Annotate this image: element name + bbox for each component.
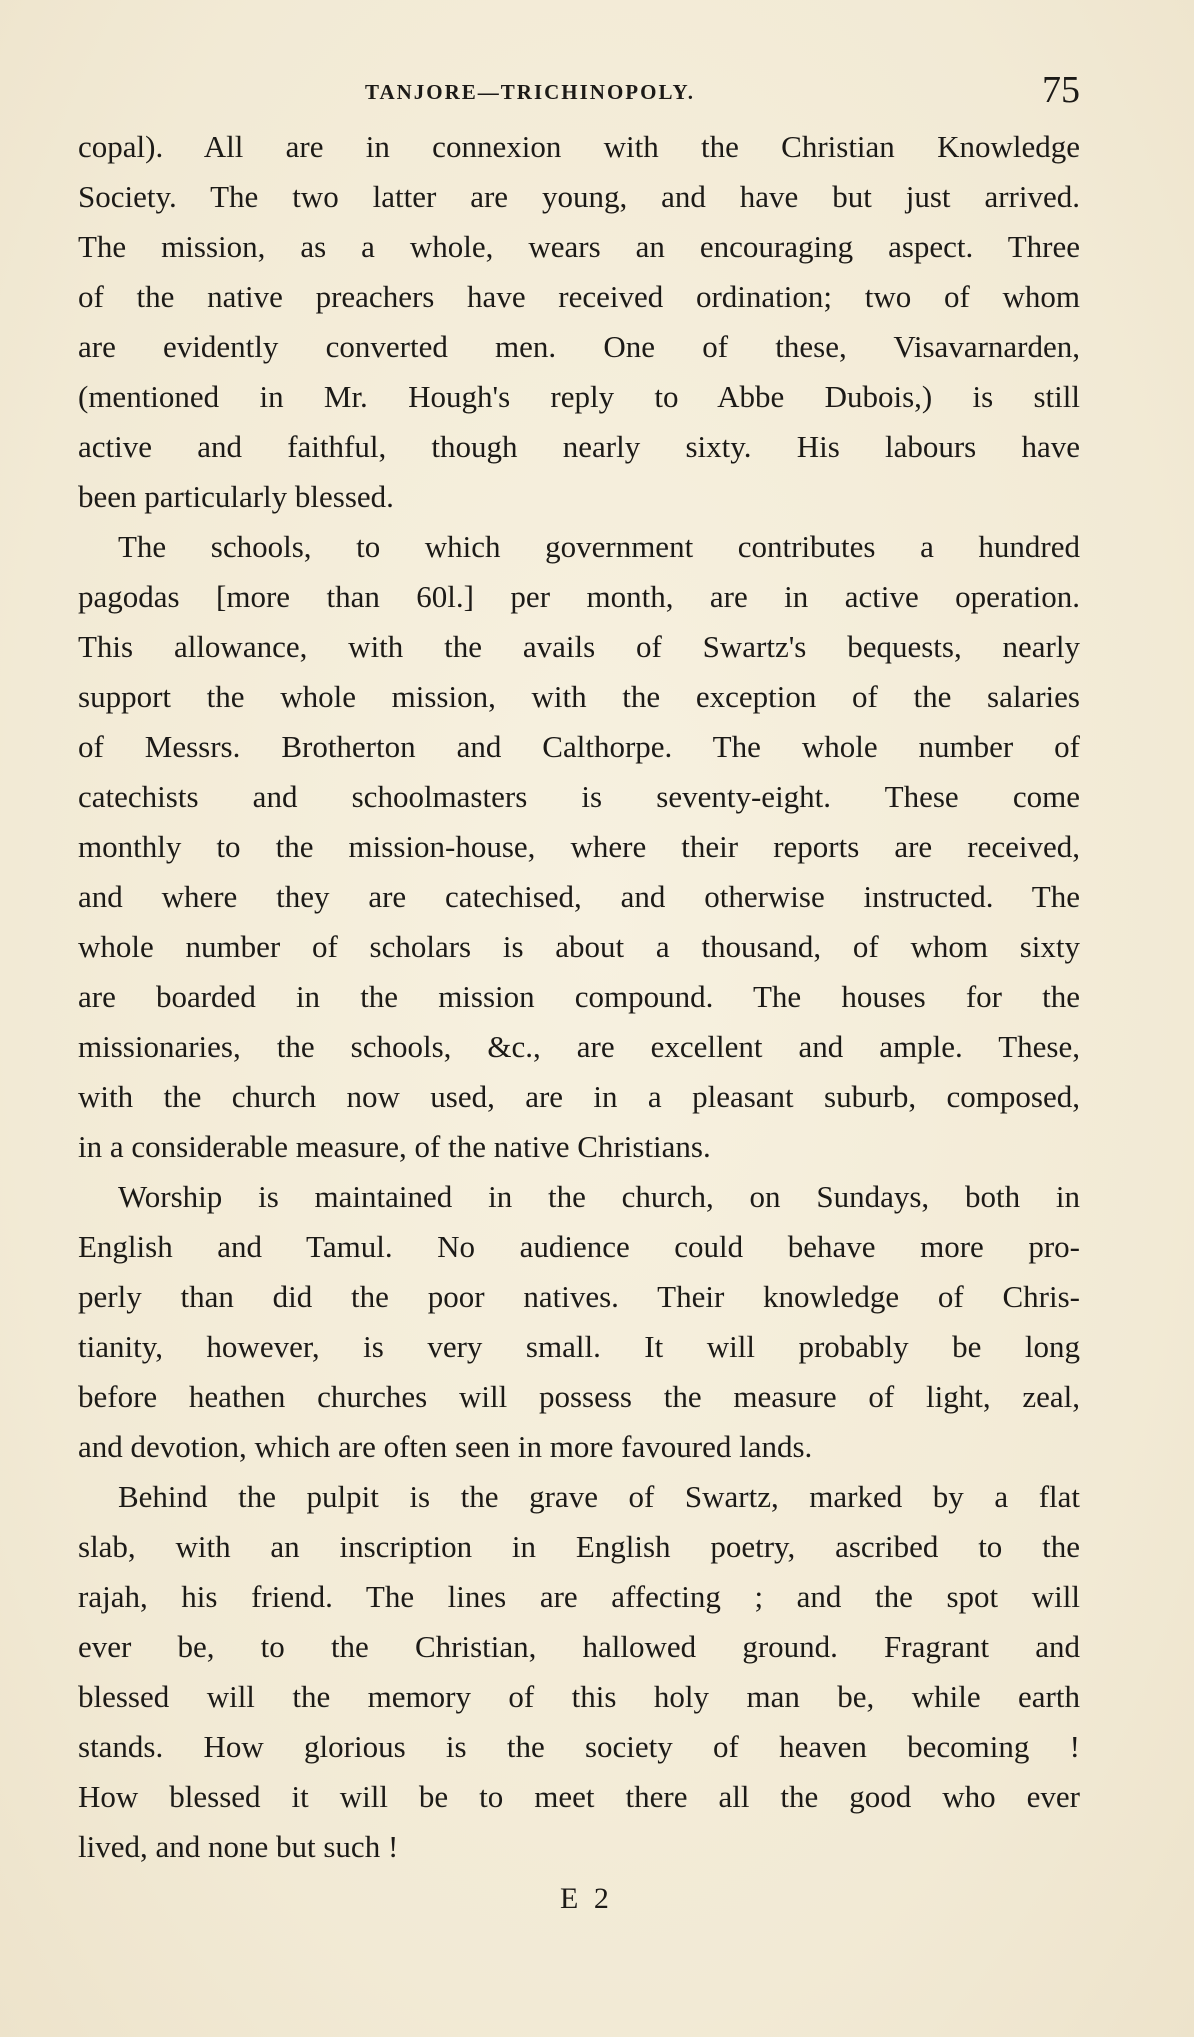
- text-line: rajah, his friend. The lines are affecting ; and the spot will: [78, 1579, 1080, 1614]
- text-line: tianity, however, is very small. It will probably be long: [78, 1329, 1080, 1364]
- text-line: before heathen churches will possess the measure of light, zeal,: [78, 1379, 1080, 1414]
- text-line: This allowance, with the avails of Swartz's bequests, nearly: [78, 629, 1080, 664]
- text-line: blessed will the memory of this holy man be, while earth: [78, 1679, 1080, 1714]
- text-line: pagodas [more than 60l.] per month, are in active operation.: [78, 579, 1080, 614]
- text-line: The mission, as a whole, wears an encouraging aspect. Three: [78, 229, 1080, 264]
- text-line: Behind the pulpit is the grave of Swartz, marked by a flat: [118, 1479, 1080, 1514]
- text-line: of the native preachers have received ordination; two of whom: [78, 279, 1080, 314]
- text-line: monthly to the mission-house, where their reports are received,: [78, 829, 1080, 864]
- text-line: English and Tamul. No audience could behave more pro-: [78, 1229, 1080, 1264]
- text-line: been particularly blessed.: [78, 479, 394, 514]
- text-line: Worship is maintained in the church, on Sundays, both in: [118, 1179, 1080, 1214]
- text-line: support the whole mission, with the exception of the salaries: [78, 679, 1080, 714]
- text-line: catechists and schoolmasters is seventy-eight. These come: [78, 779, 1080, 814]
- text-line: active and faithful, though nearly sixty. His labours have: [78, 429, 1080, 464]
- text-line: of Messrs. Brotherton and Calthorpe. The whole number of: [78, 729, 1080, 764]
- text-line: whole number of scholars is about a thousand, of whom sixty: [78, 929, 1080, 964]
- text-line: stands. How glorious is the society of heaven becoming !: [78, 1729, 1080, 1764]
- text-line: missionaries, the schools, &c., are excellent and ample. These,: [78, 1029, 1080, 1064]
- text-line: are evidently converted men. One of these, Visavarnarden,: [78, 329, 1080, 364]
- text-line: perly than did the poor natives. Their knowledge of Chris-: [78, 1279, 1080, 1314]
- text-line: ever be, to the Christian, hallowed ground. Fragrant and: [78, 1629, 1080, 1664]
- text-line: lived, and none but such !: [78, 1829, 399, 1864]
- text-line: and devotion, which are often seen in more favoured lands.: [78, 1429, 813, 1464]
- text-line: copal). All are in connexion with the Christian Knowledge: [78, 129, 1080, 164]
- text-line: slab, with an inscription in English poetry, ascribed to the: [78, 1529, 1080, 1564]
- text-line: and where they are catechised, and otherwise instructed. The: [78, 879, 1080, 914]
- text-line: Society. The two latter are young, and have but just arrived.: [78, 179, 1080, 214]
- text-line: The schools, to which government contributes a hundred: [118, 529, 1080, 564]
- body-text: [78, 122, 1080, 1872]
- running-head: [80, 69, 1080, 114]
- text-line: How blessed it will be to meet there all the good who ever: [78, 1779, 1080, 1814]
- signature-mark: E 2: [560, 1882, 613, 1915]
- text-line: with the church now used, are in a pleasant suburb, composed,: [78, 1079, 1080, 1114]
- text-line: in a considerable measure, of the native Christians.: [78, 1129, 711, 1164]
- page-number: 75: [1042, 69, 1080, 111]
- running-title: TANJORE—TRICHINOPOLY.: [365, 80, 696, 104]
- text-line: (mentioned in Mr. Hough's reply to Abbe Dubois,) is still: [78, 379, 1080, 414]
- text-line: are boarded in the mission compound. The houses for the: [78, 979, 1080, 1014]
